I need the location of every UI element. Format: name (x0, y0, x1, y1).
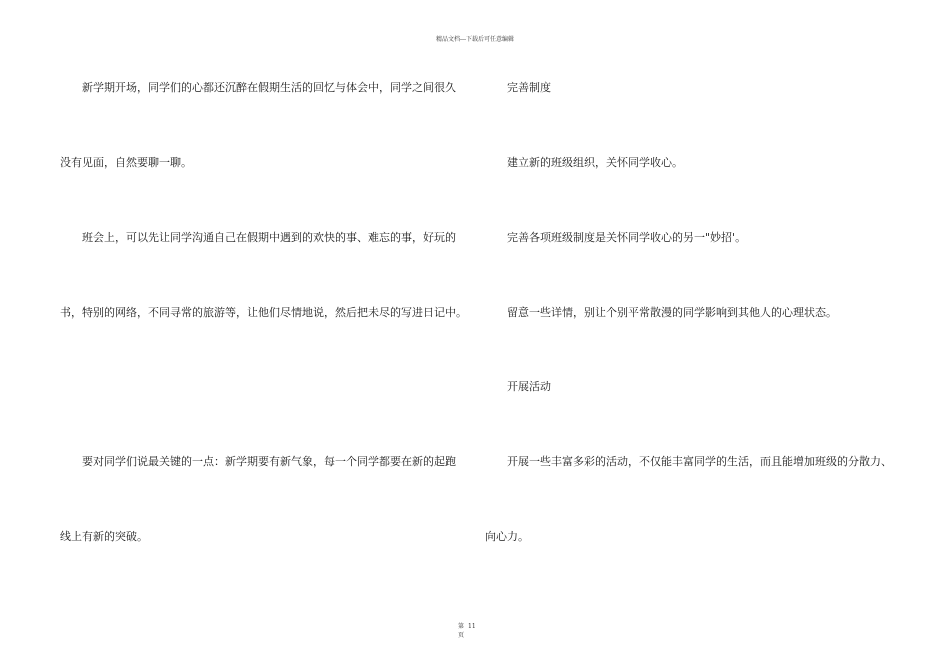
right-line-4: 开展一些丰富多彩的活动，不仅能丰富同学的生活，而且能增加班级的分散力、 (507, 455, 892, 468)
paragraph-2-line-2: 书，特别的网络，不同寻常的旅游等，让他们尽情地说，然后把未尽的写进日记中。 (60, 306, 467, 319)
heading-activities: 开展活动 (507, 380, 551, 393)
paragraph-1-line-2: 没有见面，自然要聊一聊。 (60, 156, 192, 169)
paragraph-3-line-1: 要对同学们说最关键的一点：新学期要有新气象，每一个同学都要在新的起跑 (82, 455, 456, 468)
footer-label-ye: 页 (458, 632, 465, 639)
paragraph-1-line-1: 新学期开场，同学们的心都还沉醉在假期生活的回忆与体会中，同学之间很久 (82, 81, 456, 94)
footer-label-di: 第 (458, 623, 465, 630)
page-number-footer (458, 622, 476, 640)
right-line-3: 留意一些详情，别让个别平常散漫的同学影响到其他人的心理状态。 (507, 306, 837, 319)
right-line-5: 向心力。 (485, 530, 529, 543)
right-line-2: 完善各项班级制度是关怀同学收心的另一"妙招'。 (507, 231, 747, 244)
right-line-1: 建立新的班级组织，关怀同学收心。 (507, 156, 683, 169)
footer-page-number: 11 (468, 623, 476, 630)
heading-improve-system: 完善制度 (507, 81, 551, 94)
paragraph-2-line-1: 班会上，可以先让同学沟通自己在假期中遇到的欢快的事、难忘的事，好玩的 (82, 231, 456, 244)
paragraph-3-line-2: 线上有新的突破。 (60, 530, 148, 543)
page-header: 精品文档---下载后可任意编辑 (435, 36, 515, 43)
